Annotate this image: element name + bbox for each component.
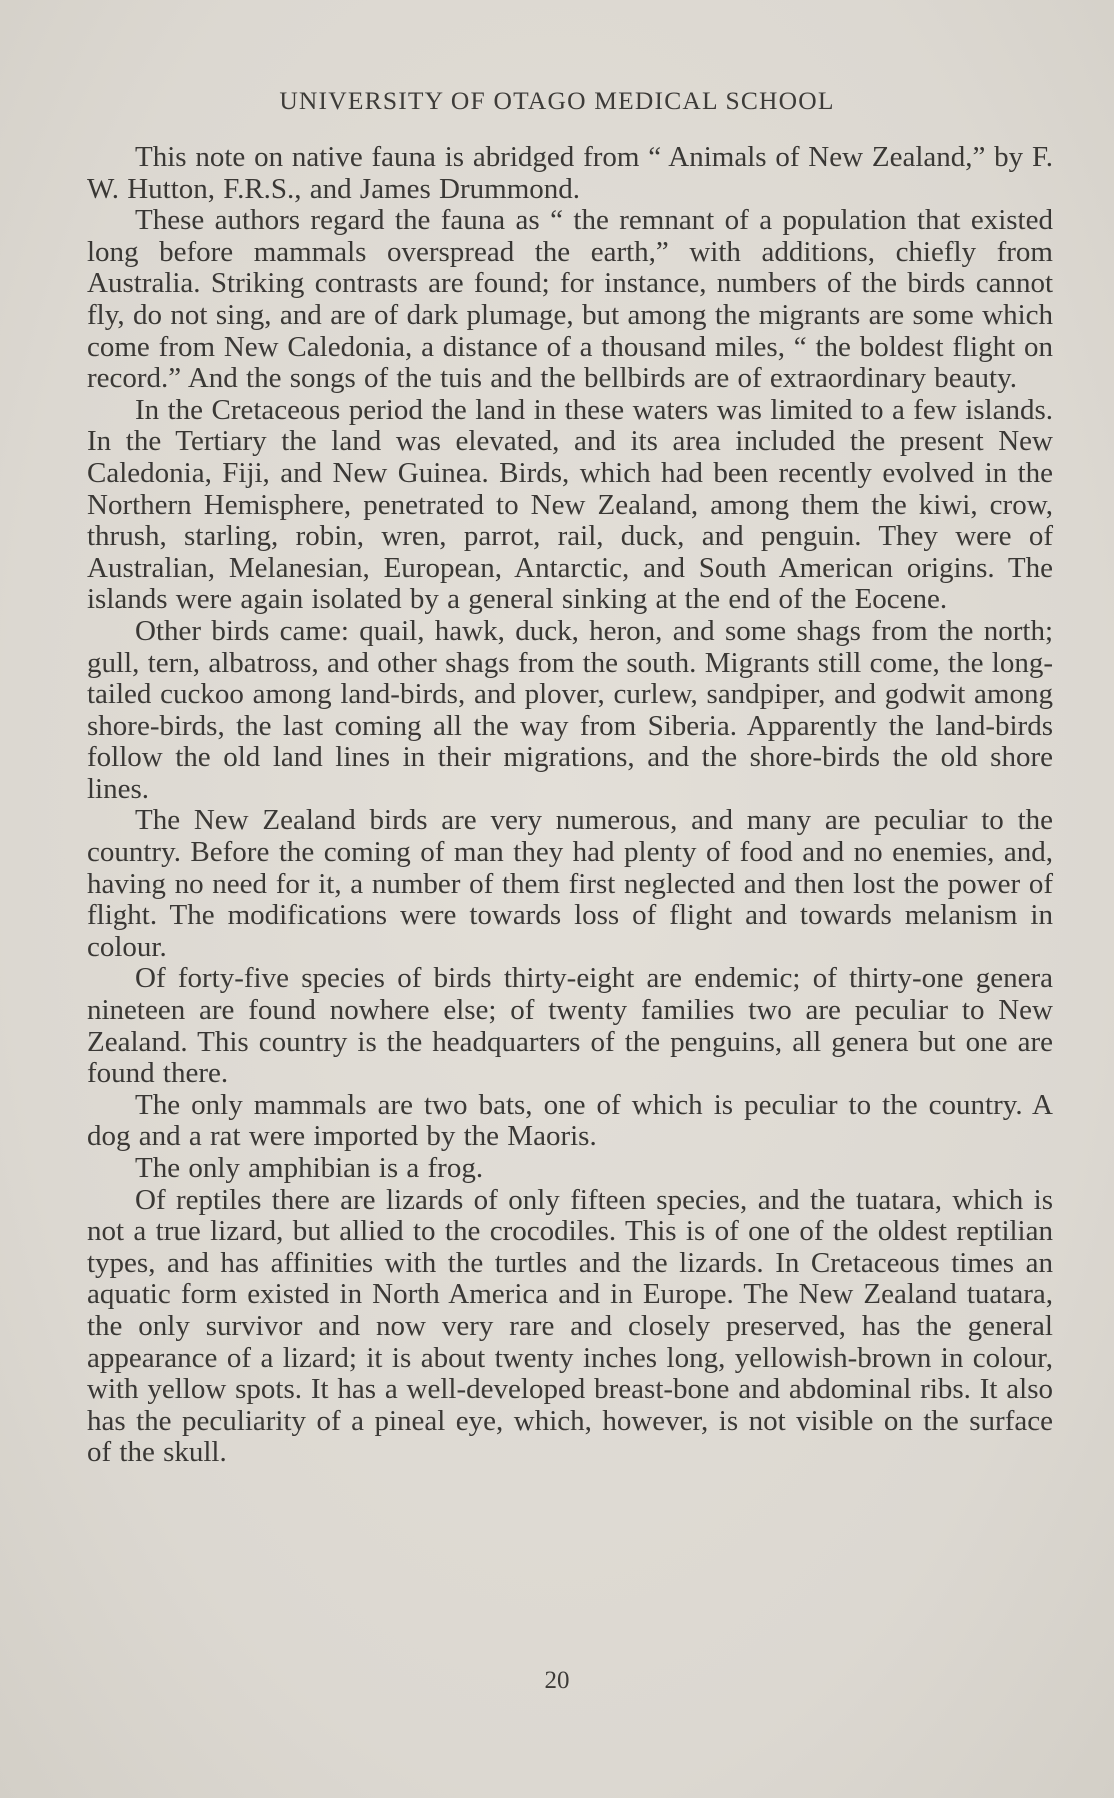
paragraph-fauna-origins: These authors regard the fauna as “ the remnant of a population that existed long before mammals overspread the earth,” with additions, chiefly from Australia. Striking contrasts are found; for instance, numbers of the birds cannot fly, do not sing, and are of dark plumage, but among the migrants are some which come from New Caledonia, a distance of a thousand miles, “ the boldest flight on record.” And the songs of the tuis and the bellbirds are of extraordinary beauty. — [87, 204, 1053, 395]
page-number: 20 — [544, 1667, 570, 1694]
paragraph-reptiles-tuatara: Of reptiles there are lizards of only fifteen species, and the tuatara, which is not a true lizard, but allied to the crocodiles. This is of one of the oldest reptilian types, and has affinities with the turtles and the lizards. In Cretaceous times an aquatic form existed in North America and in Europe. The New Zealand tuatara, the only survivor and now very rare and closely preserved, has the general appearance of a lizard; it is about twenty inches long, yellowish-brown in colour, with yellow spots. It has a well-developed breast-bone and abdominal ribs. It also has the peculiarity of a pineal eye, which, however, is not visible on the surface of the skull. — [87, 1183, 1053, 1469]
paragraph-geological-history: In the Cretaceous period the land in these waters was limited to a few islands. In the Tertiary the land was elevated, and its area included the present New Caledonia, Fiji, and New Guinea. Birds, which had been recently evolved in the Northern Hemisphere, penetrated to New Zealand, among them the kiwi, crow, thrush, starling, robin, wren, parrot, rail, duck, and penguin. They were of Australian, Melanesian, European, Antarctic, and South American origins. The islands were again isolated by a general sinking at the end of the Eocene. — [87, 393, 1053, 616]
paragraph-flightless-birds: The New Zealand birds are very numerous, and many are peculiar to the country. Before the coming of man they had plenty of food and no enemies, and, having no need for it, a number of them first neglected and then lost the power of flight. The modifications were towards loss of flight and towards melanism in colour. — [87, 804, 1053, 963]
paragraph-endemic-species: Of forty-five species of birds thirty-eight are endemic; of thirty-one genera nineteen are found nowhere else; of twenty families two are peculiar to New Zealand. This country is the headquarters of the penguins, all genera but one are found there. — [87, 962, 1053, 1090]
paragraph-mammals: The only mammals are two bats, one of which is peculiar to the country. A dog and a rat were imported by the Maoris. — [87, 1088, 1053, 1153]
running-head: UNIVERSITY OF OTAGO MEDICAL SCHOOL — [279, 86, 835, 115]
body-text — [87, 142, 1053, 1469]
paragraph-amphibian: The only amphibian is a frog. — [135, 1152, 484, 1184]
paragraph-intro: This note on native fauna is abridged from “ Animals of New Zealand,” by F. W. Hutton, F.R.S., and James Drummond. — [87, 141, 1053, 205]
paragraph-bird-migrations: Other birds came: quail, hawk, duck, heron, and some shags from the north; gull, tern, albatross, and other shags from the south. Migrants still come, the long-tailed cuckoo among land-birds, and plover, curlew, sandpiper, and godwit among shore-birds, the last coming all the way from Siberia. Apparently the land-birds follow the old land lines in their migrations, and the shore-birds the old shore lines. — [87, 614, 1053, 805]
